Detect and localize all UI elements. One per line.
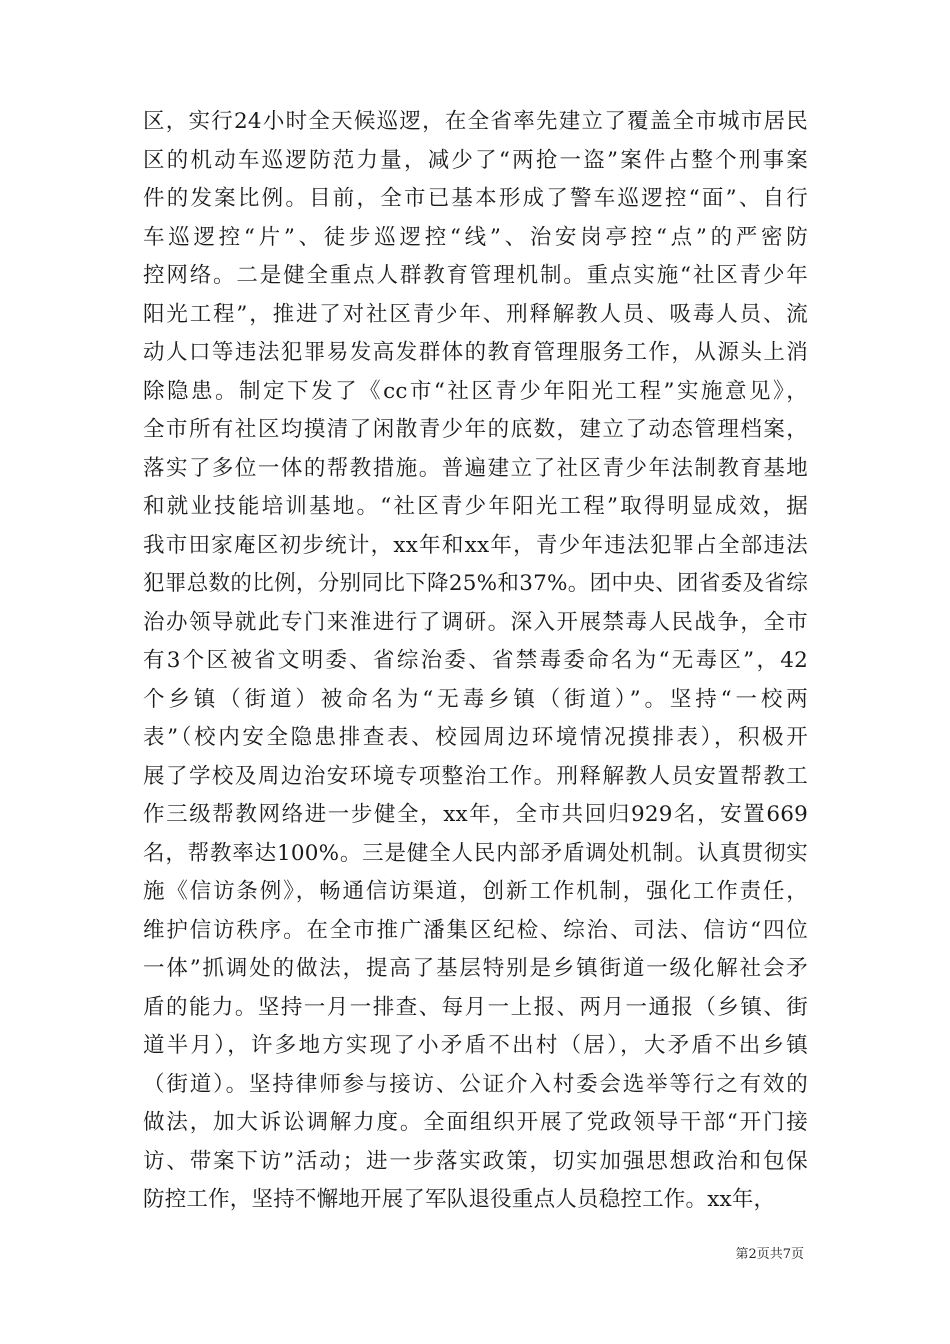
text-line: 车巡逻控“片”、徒步巡逻控“线”、治安岗亭控“点”的严密防 xyxy=(143,224,808,250)
text-line: 维护信访秩序。在全市推广潘集区纪检、综治、司法、信访“四位 xyxy=(143,917,808,943)
text-line: 全市所有社区均摸清了闲散青少年的底数，建立了动态管理档案， xyxy=(143,417,808,442)
text-line: 落实了多位一体的帮教措施。普遍建立了社区青少年法制教育基地 xyxy=(143,455,808,481)
text-line: 防控工作，坚持不懈地开展了军队退役重点人员稳控工作。xx年， xyxy=(143,1187,776,1212)
text-line: 件的发案比例。目前，全市已基本形成了警车巡逻控“面”、自行 xyxy=(143,186,808,211)
text-line: 区，实行24小时全天候巡逻，在全省率先建立了覆盖全市城市居民 xyxy=(143,109,808,134)
text-line: 动人口等违法犯罪易发高发群体的教育管理服务工作，从源头上消 xyxy=(143,340,808,365)
text-line: 有3个区被省文明委、省综治委、省禁毒委命名为“无毒区”，42 xyxy=(143,648,808,673)
text-line: 除隐患。制定下发了《cc市“社区青少年阳光工程”实施意见》， xyxy=(143,378,808,404)
text-line: 犯罪总数的比例，分别同比下降25%和37%。团中央、团省委及省综 xyxy=(143,571,808,596)
document-body xyxy=(143,103,808,1220)
text-line: 施《信访条例》，畅通信访渠道，创新工作机制，强化工作责任， xyxy=(143,879,808,904)
text-line: 个乡镇（街道）被命名为“无毒乡镇（街道）”。坚持“一校两 xyxy=(143,686,808,712)
text-line: 治办领导就此专门来淮进行了调研。深入开展禁毒人民战争，全市 xyxy=(143,609,808,635)
text-line: 阳光工程”，推进了对社区青少年、刑释解教人员、吸毒人员、流 xyxy=(143,301,808,327)
text-line: 我市田家庵区初步统计，xx年和xx年，青少年违法犯罪占全部违法 xyxy=(143,532,808,558)
text-line: 道半月），许多地方实现了小矛盾不出村（居），大矛盾不出乡镇 xyxy=(143,1033,808,1058)
text-line: （街道）。坚持律师参与接访、公证介入村委会选举等行之有效的 xyxy=(143,1071,808,1097)
text-line: 表”（校内安全隐患排查表、校园周边环境情况摸排表），积极开 xyxy=(143,725,808,750)
text-line: 盾的能力。坚持一月一排查、每月一上报、两月一通报（乡镇、街 xyxy=(143,994,808,1020)
text-line: 和就业技能培训基地。“社区青少年阳光工程”取得明显成效，据 xyxy=(143,494,808,519)
text-line: 访、带案下访”活动；进一步落实政策，切实加强思想政治和包保 xyxy=(143,1148,808,1174)
page-number-footer: 第2页共7页 xyxy=(735,1247,804,1262)
text-line: 区的机动车巡逻防范力量，减少了“两抢一盗”案件占整个刑事案 xyxy=(143,147,808,173)
text-line: 一体”抓调处的做法，提高了基层特别是乡镇街道一级化解社会矛 xyxy=(143,956,808,981)
text-line: 作三级帮教网络进一步健全，xx年，全市共回归929名，安置669 xyxy=(143,802,808,827)
text-line: 名，帮教率达100%。三是健全人民内部矛盾调处机制。认真贯彻实 xyxy=(143,840,808,866)
text-line: 控网络。二是健全重点人群教育管理机制。重点实施“社区青少年 xyxy=(143,263,808,288)
text-line: 展了学校及周边治安环境专项整治工作。刑释解教人员安置帮教工 xyxy=(143,763,808,789)
text-line: 做法，加大诉讼调解力度。全面组织开展了党政领导干部“开门接 xyxy=(143,1110,808,1135)
